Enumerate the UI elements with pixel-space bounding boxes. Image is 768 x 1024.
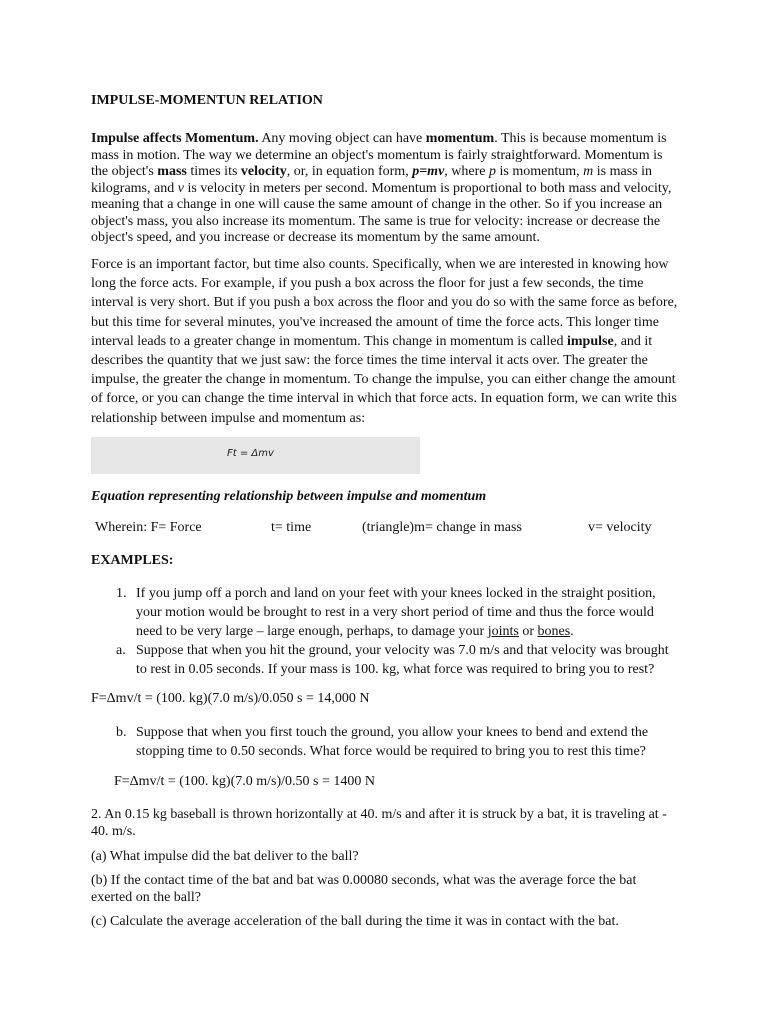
paragraph-impulse: Force is an important factor, but time also counts. Specifically, when we are interested in knowing how long the force acts. For example, if you push a box across the floor for just a few seconds, the time interval is very short. But if you push a box across the floor and you do so with the same force as before, but this time for several minutes, you've increased the amount of time the force acts. This longer time interval leads to a greater change in momentum. This change in momentum is called impulse, and it describes the quantity that we just saw: the force times the time interval it acts over. The greater the impulse, the greater the change in momentum. To change the impulse, you can either change the amount of force, or you can change the time interval in which that force acts. In equation form, we can write this relationship between impulse and momentum as: — [91, 257, 678, 426]
page-title: IMPULSE-MOMENTUN RELATION — [91, 93, 323, 108]
equation: Ft = Δmv — [227, 448, 274, 459]
examples-heading: EXAMPLES: — [91, 553, 174, 568]
answer-a: F=Δmv/t = (100. kg)(7.0 m/s)/0.050 s = 14,000 N — [91, 691, 370, 706]
bones-link[interactable]: bones — [537, 624, 571, 639]
paragraph-momentum: Impulse affects Momentum. Any moving object can have momentum. This is because momentum is mass in motion. The way we determine an object's momentum is fairly straightforward. Momentum is the object's mass times its velocity, or, in equation form, p=mv, where p is momentum, m is mass in kilograms, and v is velocity in meters per second. Momentum is proportional to both mass and velocity, meaning that a change in one will cause the same amount of change in the other. So if you increase an object's mass, you also increase its momentum. The same is true for velocity: increase or decrease the object's speed, and you increase or decrease its momentum by the same amount. — [91, 131, 672, 245]
question-a: (a) What impulse did the bat deliver to the ball? — [91, 849, 359, 864]
document-page: IMPULSE-MOMENTUN RELATION Impulse affects Momentum. Any moving object can have momentum. This is because momentum is mass in motion. The way we determine an object's momentum is fairly straightforward. Momentum is the object's mass times its velocity, or, in equation form, p=mv, where p is momentum, m is mass in kilograms, and v is velocity in meters per second. Momentum is proportional to both mass and velocity, meaning that a change in one will cause the same amount of change in the other. So if you increase an object's mass, you also increase its momentum. The same is true for velocity: increase or decrease the object's speed, and you increase or decrease its momentum by the same amount. Force is an important factor, but time also counts. Specifically, when we are interested in knowing how long the force acts. For example, if you push a box across the floor for just a few seconds, the time interval is very short. But if you push a box across the floor and you do so with the same force as before, but this time for several minutes, you've increased the amount of time the force acts. This longer time interval leads to a greater change in momentum. This change in momentum is called impulse, and it describes the quantity that we just saw: the force times the time interval it acts over. The greater the impulse, the greater the change in momentum. To change the impulse, you can either change the amount of force, or you can change the time interval in which that force acts. In equation form, we can write this relationship between impulse and momentum as: Ft = Δmv Equation representing relationship between impulse and momentum Wherein: F= Force t= time (triangle)m= change in mass v= velocity EXAMPLES: 1. If you jump off a porch and land on your feet with your knees locked in the straight position, your motion would be brought to rest in a very short period of time and thus the force would need to be very large – large enough, perhaps, to damage your joints or bones. a. Suppose that when you hit the ground, your velocity was 7.0 m/s and that velocity was brought to rest in 0.05 seconds. If your mass is 100. kg, what force was required to bring you to rest? F=Δmv/t = (100. kg)(7.0 m/s)/0.050 s = 14,000 N b. Suppose that when you first touch the ground, you allow your knees to bend and extend the stopping time to 0.50 seconds. What force would be required to bring you to rest this time? F=Δmv/t = (100. kg)(7.0 m/s)/0.50 s = 1400 N 2. An 0.15 kg baseball is thrown horizontally at 40. m/s and after it is struck by a bat, it is traveling at - 40. m/s. (a) What impulse did the bat deliver to the ball? (b) If the contact time of the bat and bat was 0.00080 seconds, what was the average force the bat exerted on the ball? (c) Calculate the average acceleration of the ball during the time it was in contact with the bat. — [0, 0, 768, 1024]
question-c: (c) Calculate the average acceleration of the ball during the time it was in contact with the bat. — [91, 914, 619, 929]
question-b: (b) If the contact time of the bat and bat was 0.00080 seconds, what was the average force the bat exerted on the ball? — [91, 873, 637, 905]
wherein-time: t= time — [271, 520, 312, 535]
problem-2: 2. An 0.15 kg baseball is thrown horizontally at 40. m/s and after it is struck by a bat, it is traveling at - 40. m/s. — [91, 807, 667, 839]
joints-link[interactable]: joints — [487, 624, 519, 639]
wherein-velocity: v= velocity — [588, 520, 652, 535]
equation-caption: Equation representing relationship between impulse and momentum — [91, 489, 487, 504]
answer-b: F=Δmv/t = (100. kg)(7.0 m/s)/0.50 s = 1400 N — [114, 774, 375, 789]
equation-box — [91, 437, 420, 474]
wherein-mass: (triangle)m= change in mass — [362, 520, 522, 535]
wherein-force: Wherein: F= Force — [95, 520, 202, 535]
